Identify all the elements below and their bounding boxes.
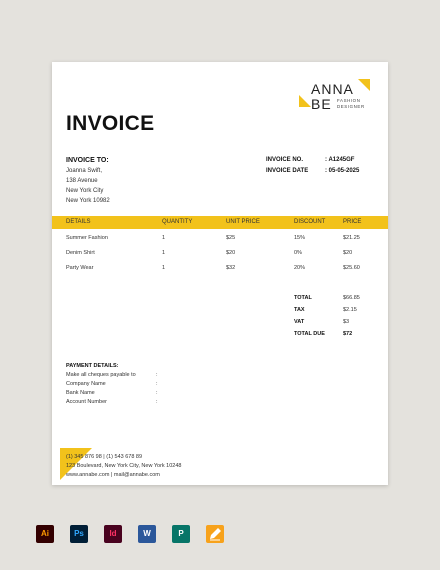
word-icon[interactable] bbox=[138, 525, 156, 543]
cell-price: $21.25 bbox=[343, 235, 360, 241]
vat-label: VAT bbox=[294, 319, 305, 325]
payment-separator: : bbox=[156, 381, 158, 387]
pencil-icon bbox=[206, 525, 224, 543]
logo-corner-bottom-left bbox=[299, 95, 311, 107]
photoshop-icon-label: Ps bbox=[74, 529, 84, 538]
invoice-number-label: INVOICE NO. bbox=[266, 157, 304, 163]
cell-quantity: 1 bbox=[162, 235, 166, 241]
cell-unit-price: $32 bbox=[226, 265, 236, 271]
logo-subtitle-line1: FASHION bbox=[337, 98, 361, 103]
bill-to-heading: INVOICE TO: bbox=[66, 157, 109, 164]
logo-name-line1: ANNA bbox=[311, 81, 354, 97]
logo-corner-top-right bbox=[358, 79, 370, 91]
payment-details-heading: PAYMENT DETAILS: bbox=[66, 363, 119, 369]
invoice-date-value: : 05-05-2025 bbox=[325, 168, 360, 174]
column-header-unit-price: UNIT PRICE bbox=[226, 219, 260, 225]
bill-to-line: New York City bbox=[66, 188, 104, 194]
column-header-details: DETAILS bbox=[66, 219, 91, 225]
cell-price: $25.60 bbox=[343, 265, 360, 271]
total-due-value: $72 bbox=[343, 331, 353, 337]
cell-unit-price: $20 bbox=[226, 250, 236, 256]
cell-details: Summer Fashion bbox=[66, 235, 108, 241]
cell-details: Party Wear bbox=[66, 265, 94, 271]
indesign-icon[interactable] bbox=[104, 525, 122, 543]
table-header bbox=[52, 216, 388, 229]
bill-to-line: Joanna Swift, bbox=[66, 168, 103, 174]
illustrator-icon-label: Ai bbox=[41, 529, 49, 538]
payment-separator: : bbox=[156, 390, 158, 396]
cell-unit-price: $25 bbox=[226, 235, 236, 241]
publisher-icon[interactable] bbox=[172, 525, 190, 543]
invoice-title: INVOICE bbox=[66, 112, 155, 135]
tax-value: $2.15 bbox=[343, 307, 357, 313]
logo-subtitle bbox=[337, 98, 365, 109]
cell-quantity: 1 bbox=[162, 250, 166, 256]
total-label: TOTAL bbox=[294, 295, 312, 301]
bill-to-line: New York 10982 bbox=[66, 198, 110, 204]
payment-line-payable: Make all cheques payable to bbox=[66, 372, 136, 378]
column-header-price: PRICE bbox=[343, 219, 362, 225]
invoice-number-value: : A1245GF bbox=[325, 157, 355, 163]
logo-subtitle-line2: DESIGNER bbox=[337, 103, 365, 109]
invoice-date-label: INVOICE DATE bbox=[266, 168, 309, 174]
vat-value: $3 bbox=[343, 319, 350, 325]
cell-details: Denim Shirt bbox=[66, 250, 95, 256]
payment-separator: : bbox=[156, 399, 158, 405]
column-header-quantity: QUANTITY bbox=[162, 219, 193, 225]
bill-to-line: 138 Avenue bbox=[66, 178, 98, 184]
footer-phone: (1) 345 876 98 | (1) 543 678 89 bbox=[66, 454, 143, 460]
pages-icon[interactable] bbox=[206, 525, 224, 543]
photoshop-icon[interactable] bbox=[70, 525, 88, 543]
payment-line-account: Account Number bbox=[66, 399, 107, 405]
footer-address: 123 Boulevard, New York City, New York 10248 bbox=[66, 463, 182, 469]
payment-separator: : bbox=[156, 372, 158, 378]
cell-discount: 20% bbox=[294, 265, 306, 271]
publisher-icon-label: P bbox=[178, 529, 184, 538]
cell-discount: 0% bbox=[294, 250, 302, 256]
payment-line-bank: Bank Name bbox=[66, 390, 95, 396]
payment-line-company: Company Name bbox=[66, 381, 106, 387]
word-icon-label: W bbox=[143, 529, 151, 538]
footer-web-mail: www.annabe.com | mail@annabe.com bbox=[66, 472, 160, 478]
logo-name-line2: BE bbox=[311, 96, 332, 112]
invoice-page bbox=[52, 62, 388, 485]
column-header-discount: DISCOUNT bbox=[294, 219, 326, 225]
cell-quantity: 1 bbox=[162, 265, 166, 271]
illustrator-icon[interactable] bbox=[36, 525, 54, 543]
total-value: $66.85 bbox=[343, 295, 360, 301]
indesign-icon-label: Id bbox=[109, 529, 117, 538]
cell-price: $20 bbox=[343, 250, 353, 256]
cell-discount: 15% bbox=[294, 235, 306, 241]
total-due-label: TOTAL DUE bbox=[294, 331, 325, 337]
tax-label: TAX bbox=[294, 307, 305, 313]
